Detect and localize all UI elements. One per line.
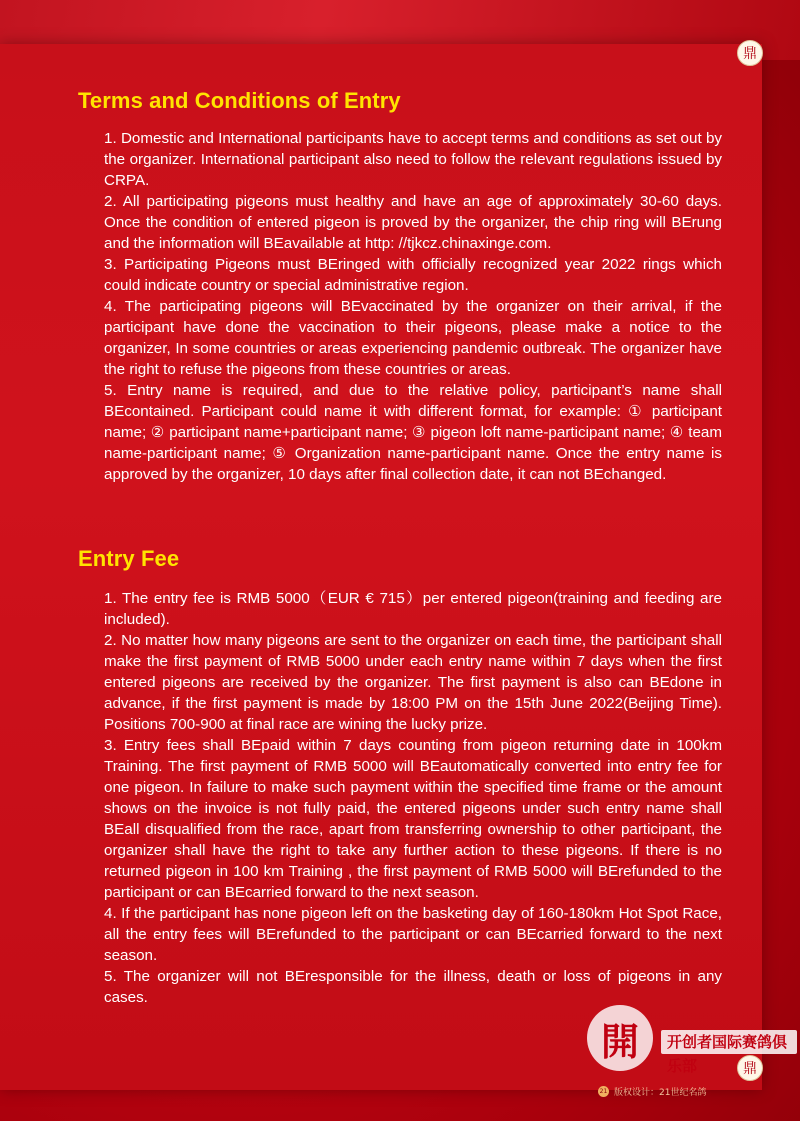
footer-text: 版权设计：21世纪名鸽 bbox=[614, 1087, 707, 1098]
club-logo-icon: 開 bbox=[587, 1005, 653, 1071]
club-watermark bbox=[587, 1005, 797, 1075]
terms-item: 2. All participating pigeons must healthy and have an age of approximately 30-60 days. Once the condition of entered pigeon is proved by the organizer, the chip ring will BErung and the information will BEavailable at http: //tjkcz.chinaxinge.com. bbox=[104, 193, 722, 252]
terms-item: 4. The participating pigeons will BEvaccinated by the organizer on their arrival, if the participant have done the vaccination to their pigeons, please make a notice to the organizer, In some countries or areas experiencing pandemic outbreak. The organizer have the right to refuse the pigeons from these countries or areas. bbox=[104, 298, 722, 378]
footer-badge-icon: 21 bbox=[599, 1087, 608, 1095]
fee-item: 4. If the participant has none pigeon left on the basketing day of 160-180km Hot Spot Race, all the entry fees will BErefunded to the participant or can BEcarried forward to the next season. bbox=[104, 905, 722, 964]
terms-item: 5. Entry name is required, and due to the relative policy, participant’s name shall BEcontained. Participant could name it with different format, for example: ① participant name; ② participant name+participant name; ③ pigeon loft name-participant name; ④ team name-participant name; ⑤ Organization name-participant name. Once the entry name is approved by the organizer, 10 days after final collection date, it can not BEchanged. bbox=[104, 382, 722, 483]
fee-item: 3. Entry fees shall BEpaid within 7 days counting from pigeon returning date in 100km Training. The first payment of RMB 5000 will BEautomatically converted into entry fee for one pigeon. In failure to make such payment within the specified time frame or the amount shows on the invoice is not fully paid, the entered pigeons under such entry name shall BEall disqualified from the race, apart from transferring ownership to other participant, the organizer shall have the right to take any further action to these pigeons. If there is no returned pigeon in 100 km Training , the first payment of RMB 5000 will BErefunded to the participant or can BEcarried forward to the next season. bbox=[104, 737, 722, 901]
seal-icon-top: 鼎 bbox=[737, 40, 763, 66]
terms-item: 3. Participating Pigeons must BEringed with officially recognized year 2022 rings which could indicate country or special administrative region. bbox=[104, 256, 722, 294]
footer-credit bbox=[598, 1084, 706, 1098]
fee-list bbox=[104, 588, 722, 1008]
fee-item: 2. No matter how many pigeons are sent to the organizer on each time, the participant shall make the first payment of RMB 5000 under each entry name within 7 days when the first entered pigeons are received by the organizer. The first payment is also can BEdone in advance, if the first payment is made by 18:00 PM on the 15th June 2022(Beijing Time). Positions 700-900 at final race are wining the lucky prize. bbox=[104, 632, 722, 733]
fee-item: 5. The organizer will not BEresponsible for the illness, death or loss of pigeons in any cases. bbox=[104, 968, 722, 1006]
terms-heading: Terms and Conditions of Entry bbox=[78, 88, 401, 113]
club-name: 开创者国际赛鸽俱乐部 bbox=[661, 1030, 797, 1054]
fee-heading: Entry Fee bbox=[78, 546, 180, 571]
fee-item: 1. The entry fee is RMB 5000（EUR € 715）per entered pigeon(training and feeding are included). bbox=[104, 590, 722, 628]
terms-item: 1. Domestic and International participants have to accept terms and conditions as set out by the organizer. International participant also need to follow the relevant regulations issued by CRPA. bbox=[104, 130, 722, 189]
seal-icon-bottom: 鼎 bbox=[737, 1055, 763, 1081]
terms-list bbox=[104, 128, 722, 485]
